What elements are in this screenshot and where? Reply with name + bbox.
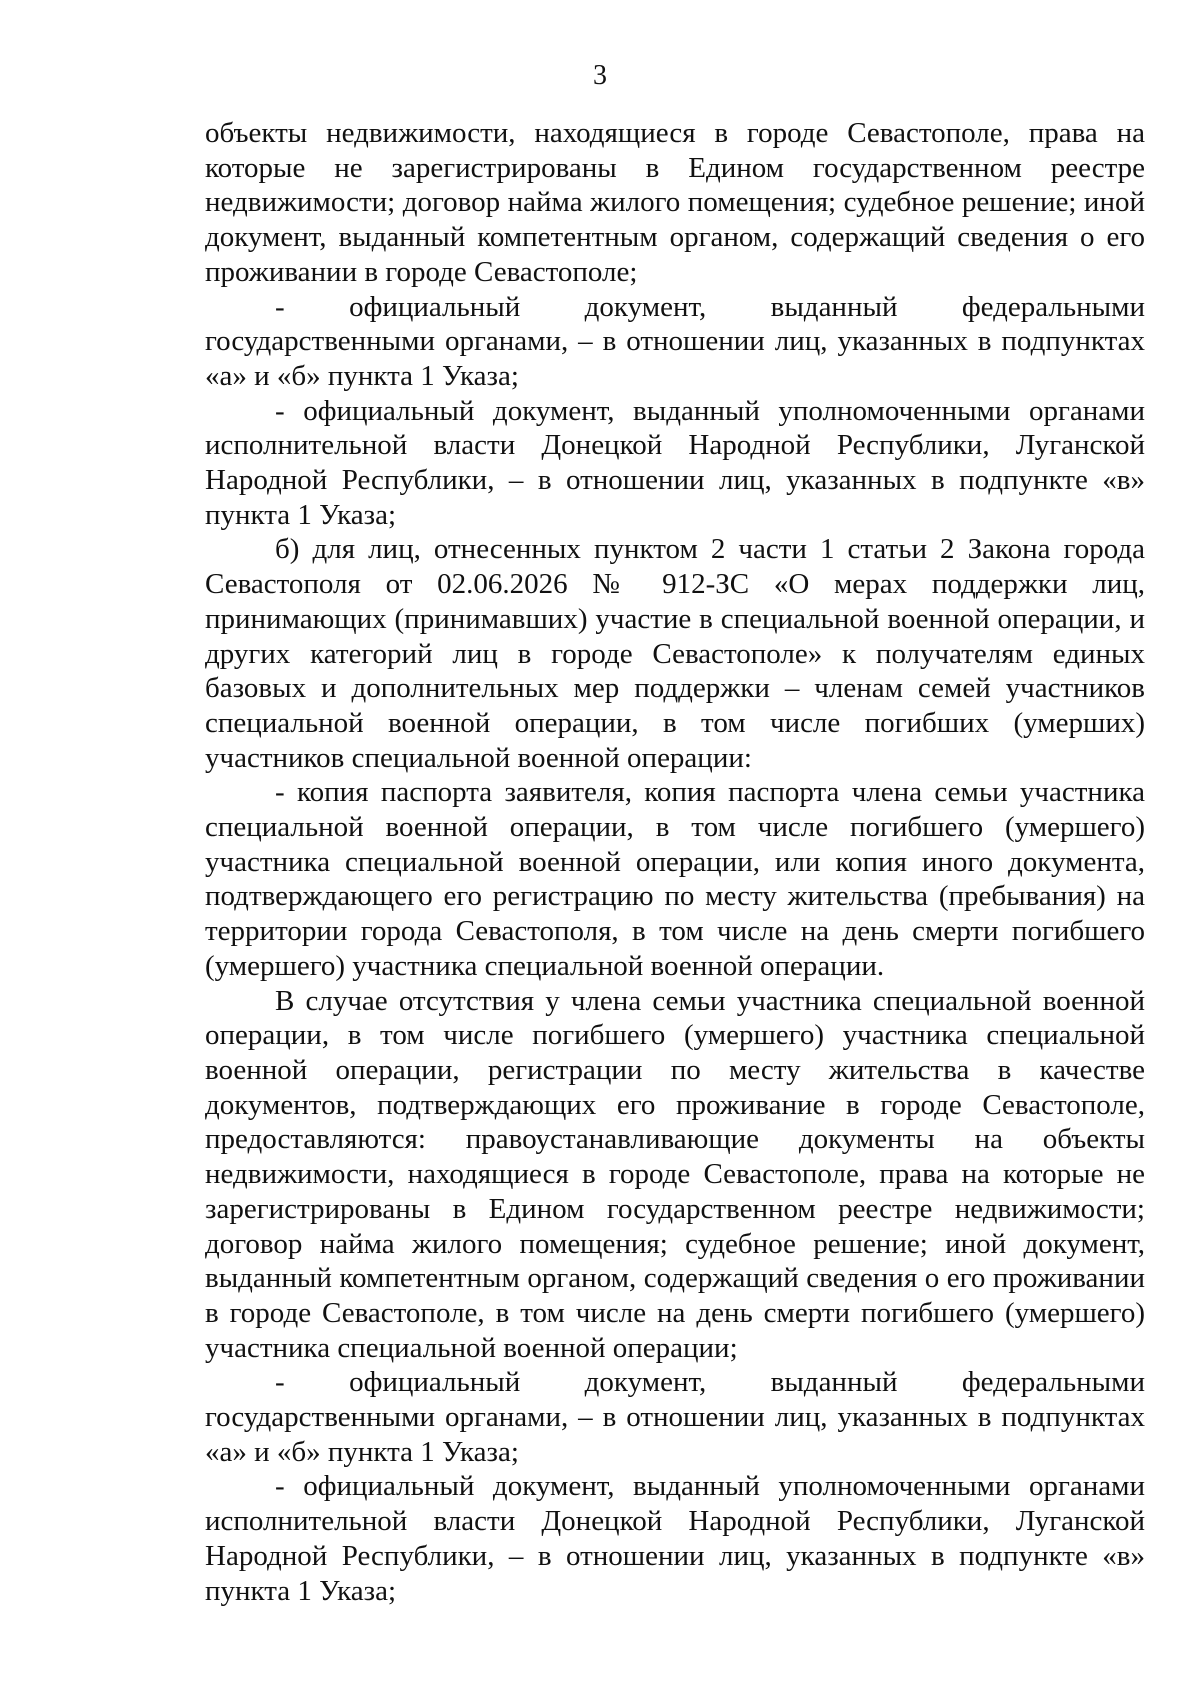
paragraph-4: б) для лиц, отнесенных пунктом 2 части 1 статьи 2 Закона города Севастополя от 02.06.2026 № 912-ЗС «О мерах поддержки лиц, принимающих (принимавших) участие в специальной военной операции, и других категорий лиц в городе Севастополе» к получателям единых базовых и дополнительных мер поддержки – членам семей участников специальной военной операции, в том числе погибших (умерших) участников специальной военной операции: [205,533,1145,774]
paragraph-5: - копия паспорта заявителя, копия паспорта члена семьи участника специальной военной операции, в том числе погибшего (умершего) участника специальной военной операции, или копия иного документа, подтверждающего его регистрацию по месту жительства (пребывания) на территории города Севастополя, в том числе на день смерти погибшего (умершего) участника специальной военной операции. [205,776,1145,982]
paragraph-8: - официальный документ, выданный уполномоченными органами исполнительной власти Донецкой Народной Республики, Луганской Народной Республики, – в отношении лиц, указанных в подпункте «в» пункта 1 Указа; [205,1470,1145,1607]
paragraph-7: - официальный документ, выданный федеральными государственными органами, – в отношении лиц, указанных в подпунктах «а» и «б» пункта 1 Указа; [205,1366,1145,1468]
paragraph-3: - официальный документ, выданный уполномоченными органами исполнительной власти Донецкой Народной Республики, Луганской Народной Республики, – в отношении лиц, указанных в подпункте «в» пункта 1 Указа; [205,394,1145,531]
paragraph-6: В случае отсутствия у члена семьи участника специальной военной операции, в том числе погибшего (умершего) участника специальной военной операции, регистрации по месту жительства в качестве документов, подтверждающих его проживание в городе Севастополе, предоставляются: правоустанавливающие документы на объекты недвижимости, находящиеся в городе Севастополе, права на которые не зарегистрированы в Едином государственном реестре недвижимости; договор найма жилого помещения; судебное решение; иной документ, выданный компетентным органом, содержащий сведения о его проживании в городе Севастополе, в том числе на день смерти погибшего (умершего) участника специальной военной операции; [205,984,1145,1364]
paragraph-2: - официальный документ, выданный федеральными государственными органами, – в отношении лиц, указанных в подпунктах «а» и «б» пункта 1 Указа; [205,290,1145,392]
page-number: 3 [593,60,607,91]
document-body [205,116,1145,1608]
paragraph-1: объекты недвижимости, находящиеся в городе Севастополе, права на которые не зарегистрированы в Едином государственном реестре недвижимости; договор найма жилого помещения; судебное решение; иной документ, выданный компетентным органом, содержащий сведения о его проживании в городе Севастополе; [205,117,1145,288]
